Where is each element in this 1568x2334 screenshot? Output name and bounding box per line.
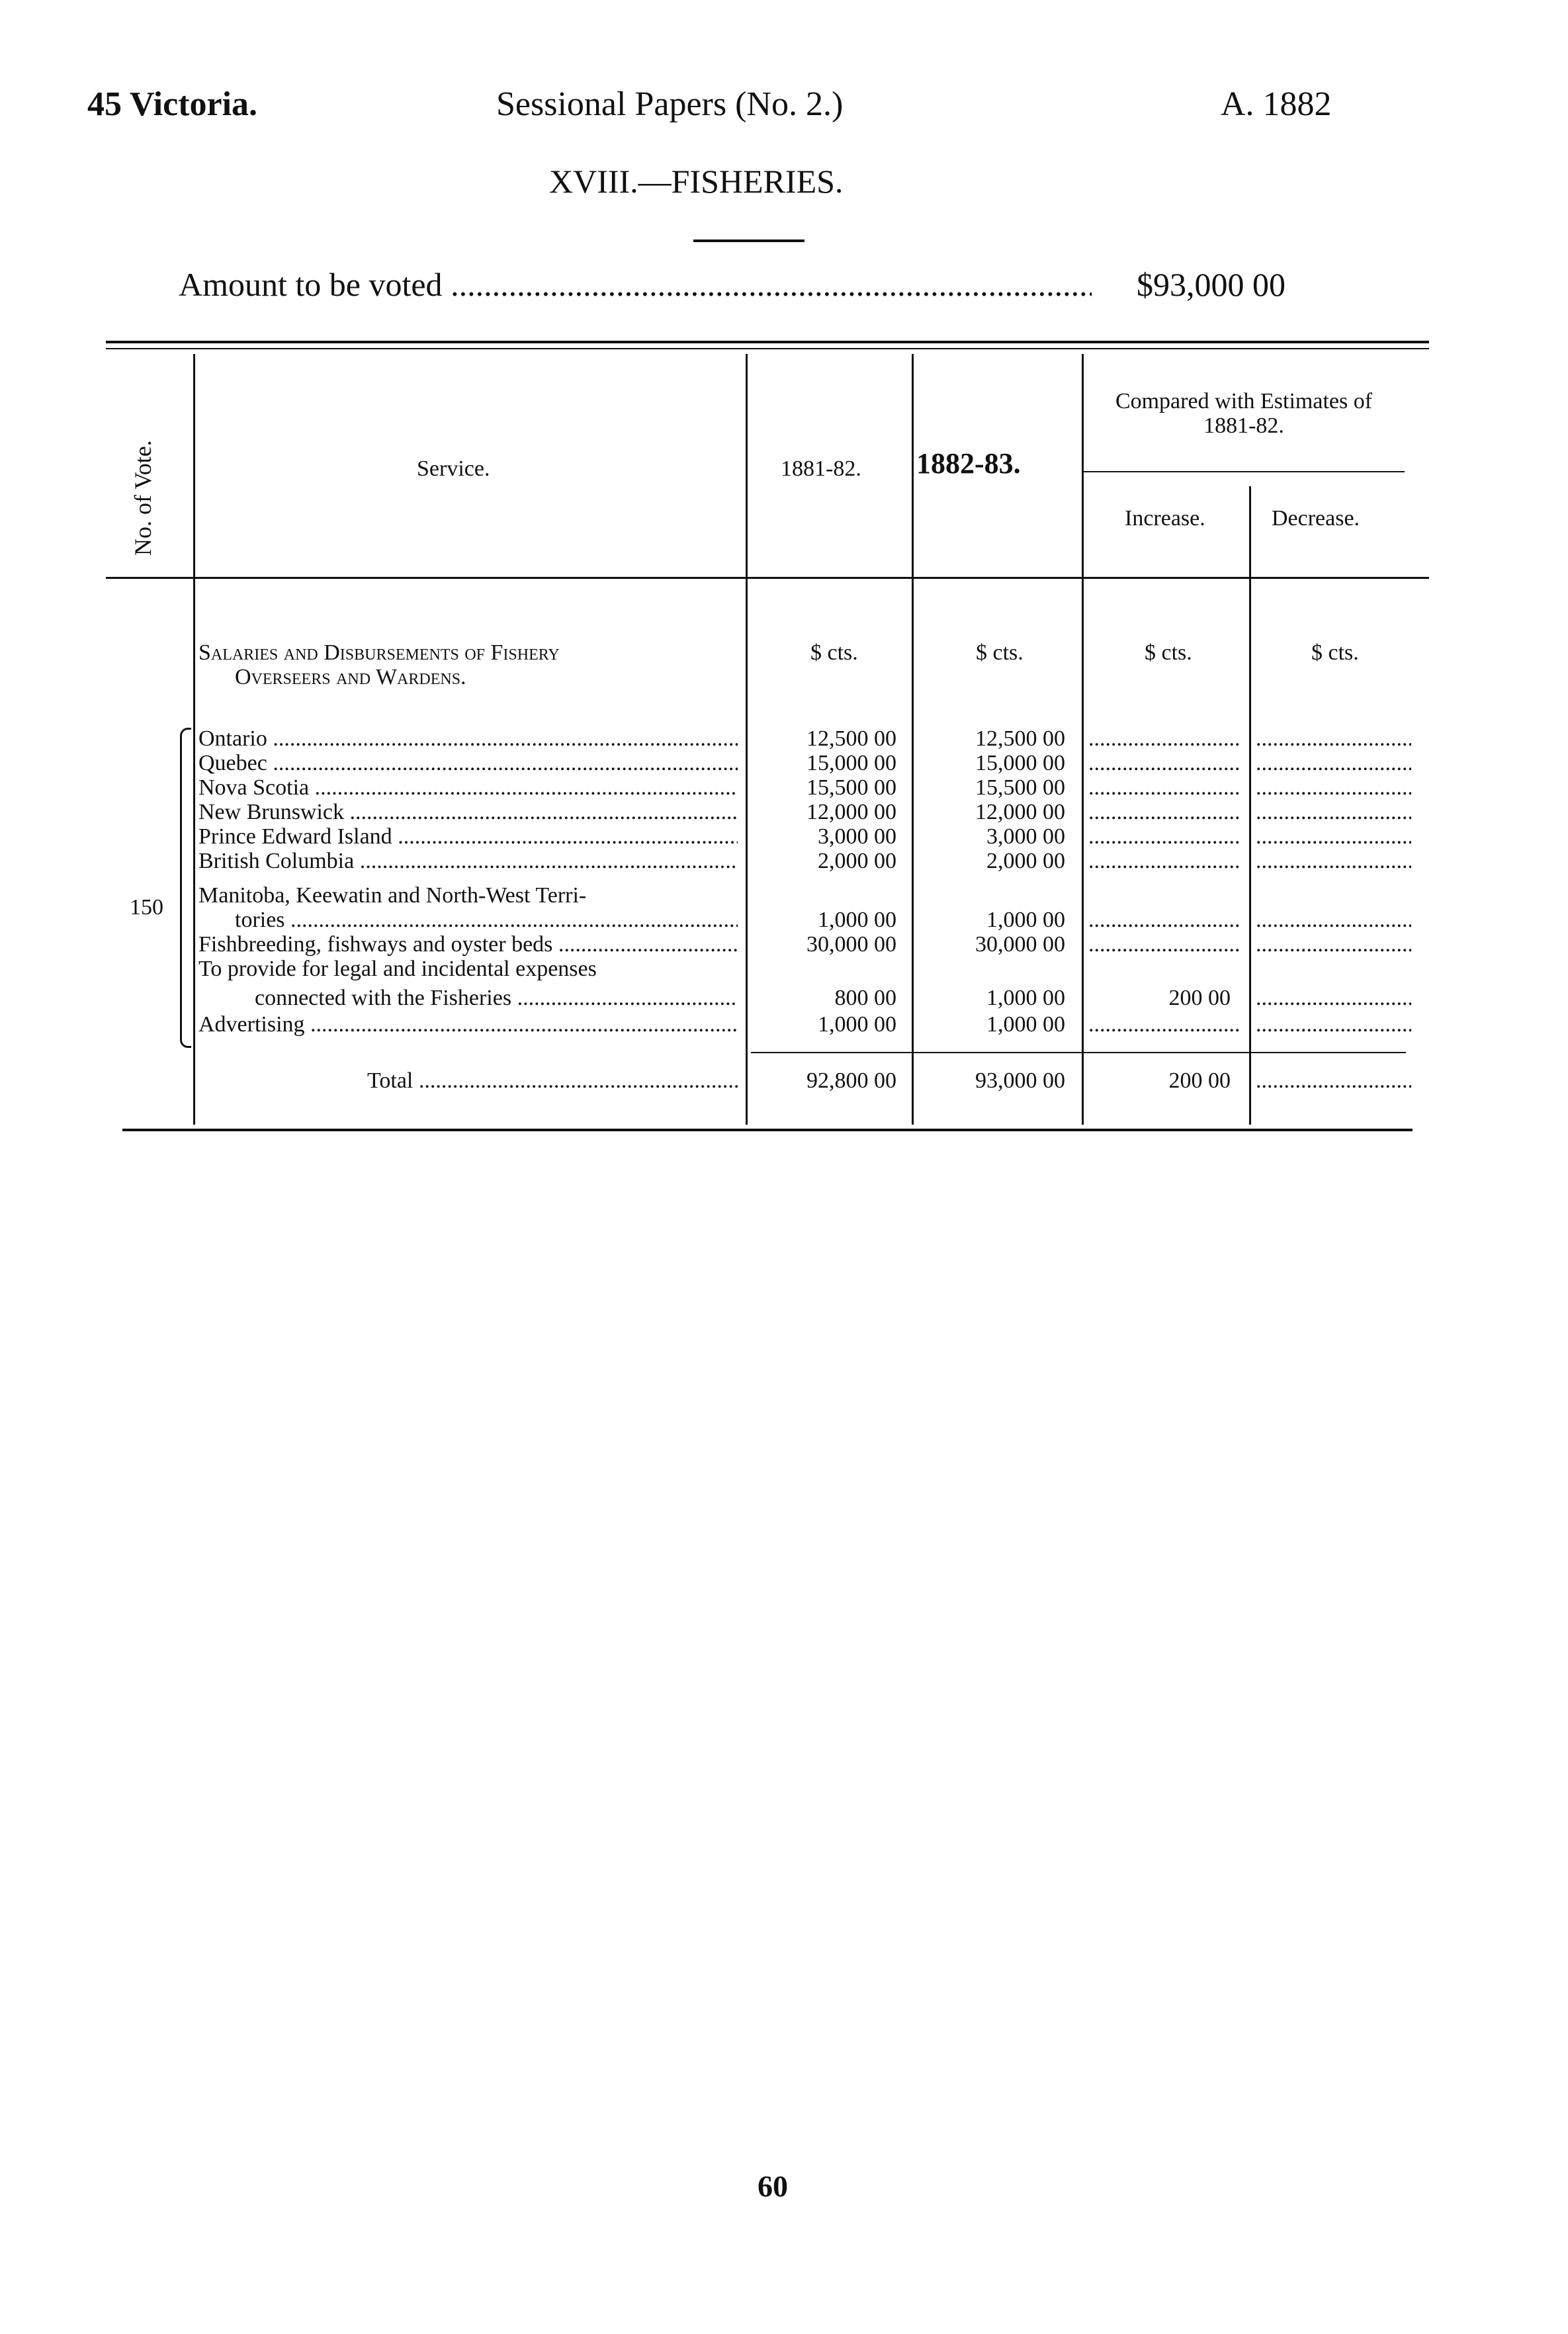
row-service: tories ..... <box>235 908 738 932</box>
table-bottom-rule <box>122 1129 1413 1131</box>
row-y2: 12,500 00 <box>975 726 1065 751</box>
row-decrease <box>1256 849 1411 873</box>
row-y1: 12,000 00 <box>806 800 896 824</box>
col-increase-header: Increase. <box>1125 506 1205 531</box>
row-y2: 2,000 00 <box>986 849 1065 873</box>
row-service: Quebec ..... <box>198 751 738 775</box>
row-service-line1: To provide for legal and incidental expenses <box>198 957 597 981</box>
row-y1: 1,000 00 <box>818 1012 896 1037</box>
row-decrease <box>1256 932 1411 957</box>
col-compared-header: Compared with Estimates of 1881-82. <box>1115 389 1373 438</box>
header-right: A. 1882 <box>1221 85 1332 123</box>
row-y1: 30,000 00 <box>806 932 896 957</box>
compared-rule <box>1084 471 1405 472</box>
row-service: Nova Scotia ..... <box>198 775 738 800</box>
header-center: Sessional Papers (No. 2.) <box>496 85 844 123</box>
row-increase <box>1088 800 1241 824</box>
col-line-vote <box>193 354 195 1125</box>
col-line-increase <box>1249 486 1251 1125</box>
col-line-service <box>746 354 748 1125</box>
total-decrease <box>1256 1068 1411 1093</box>
row-y1: 15,500 00 <box>806 775 896 800</box>
row-service: Fishbreeding, fishways and oyster beds ..... <box>198 932 738 957</box>
row-y2: 15,500 00 <box>975 775 1065 800</box>
col-y1-header: 1881-82. <box>781 456 861 481</box>
row-y1: 15,000 00 <box>806 751 896 775</box>
row-y1: 800 00 <box>834 986 896 1010</box>
row-increase <box>1088 824 1241 849</box>
row-y1: 12,500 00 <box>806 726 896 751</box>
row-service: New Brunswick ..... <box>198 800 738 824</box>
row-y1: 3,000 00 <box>818 824 896 849</box>
row-increase <box>1088 849 1241 873</box>
col-line-y2 <box>1082 354 1084 1125</box>
col-service-header: Service. <box>417 456 490 481</box>
row-service: Advertising ..... <box>198 1012 738 1037</box>
row-y1: 2,000 00 <box>818 849 896 873</box>
row-decrease <box>1256 824 1411 849</box>
row-service: connected with the Fisheries ..... <box>255 986 738 1010</box>
total-y2: 93,000 00 <box>975 1068 1065 1093</box>
row-service: Prince Edward Island ..... <box>198 824 738 849</box>
row-decrease <box>1256 908 1411 932</box>
row-y2: 30,000 00 <box>975 932 1065 957</box>
row-increase <box>1088 726 1241 751</box>
row-decrease <box>1256 775 1411 800</box>
col-y2-header: 1882-83. <box>916 447 1021 480</box>
header-bottom-rule <box>106 577 1429 579</box>
row-increase <box>1088 1012 1241 1037</box>
row-y2: 1,000 00 <box>986 908 1065 932</box>
vote-brace <box>180 728 191 1048</box>
row-y2: 3,000 00 <box>986 824 1065 849</box>
row-y1: 1,000 00 <box>818 908 896 932</box>
amount-value: $93,000 00 <box>1137 266 1285 303</box>
total-increase: 200 00 <box>1168 1068 1231 1093</box>
total-label: Total ..... <box>367 1068 738 1093</box>
vote-number: 150 <box>130 895 163 920</box>
col-line-y1 <box>912 354 914 1125</box>
row-decrease <box>1256 800 1411 824</box>
section-heading-line2: Overseers and Wardens. <box>235 665 466 689</box>
row-increase <box>1088 775 1241 800</box>
row-decrease <box>1256 751 1411 775</box>
amount-label: Amount to be voted ..... <box>179 265 1092 304</box>
row-increase <box>1088 908 1241 932</box>
row-decrease <box>1256 1012 1411 1037</box>
unit-y1: $ cts. <box>810 640 858 665</box>
row-y2: 15,000 00 <box>975 751 1065 775</box>
unit-decrease: $ cts. <box>1311 640 1359 665</box>
section-title: XVIII.—FISHERIES. <box>549 163 844 200</box>
row-increase: 200 00 <box>1168 986 1231 1010</box>
row-decrease <box>1256 986 1411 1010</box>
table-top-rule <box>106 341 1429 343</box>
row-decrease <box>1256 726 1411 751</box>
header-left: 45 Victoria. <box>87 85 258 123</box>
row-y2: 12,000 00 <box>975 800 1065 824</box>
section-heading-line1: Salaries and Disbursements of Fishery <box>198 640 560 665</box>
unit-increase: $ cts. <box>1145 640 1192 665</box>
unit-y2: $ cts. <box>976 640 1024 665</box>
total-y1: 92,800 00 <box>806 1068 896 1093</box>
row-y2: 1,000 00 <box>986 986 1065 1010</box>
row-service: British Columbia ..... <box>198 849 738 873</box>
total-top-rule <box>751 1052 1406 1053</box>
page-number: 60 <box>758 2169 788 2203</box>
row-increase <box>1088 932 1241 957</box>
row-service-line1: Manitoba, Keewatin and North-West Terri- <box>198 883 587 908</box>
title-rule <box>693 239 805 242</box>
row-increase <box>1088 751 1241 775</box>
row-service: Ontario ..... <box>198 726 738 751</box>
row-y2: 1,000 00 <box>986 1012 1065 1037</box>
col-vote-header: No. of Vote. <box>130 440 156 556</box>
table-top-rule-thin <box>106 348 1429 349</box>
col-decrease-header: Decrease. <box>1272 506 1360 531</box>
